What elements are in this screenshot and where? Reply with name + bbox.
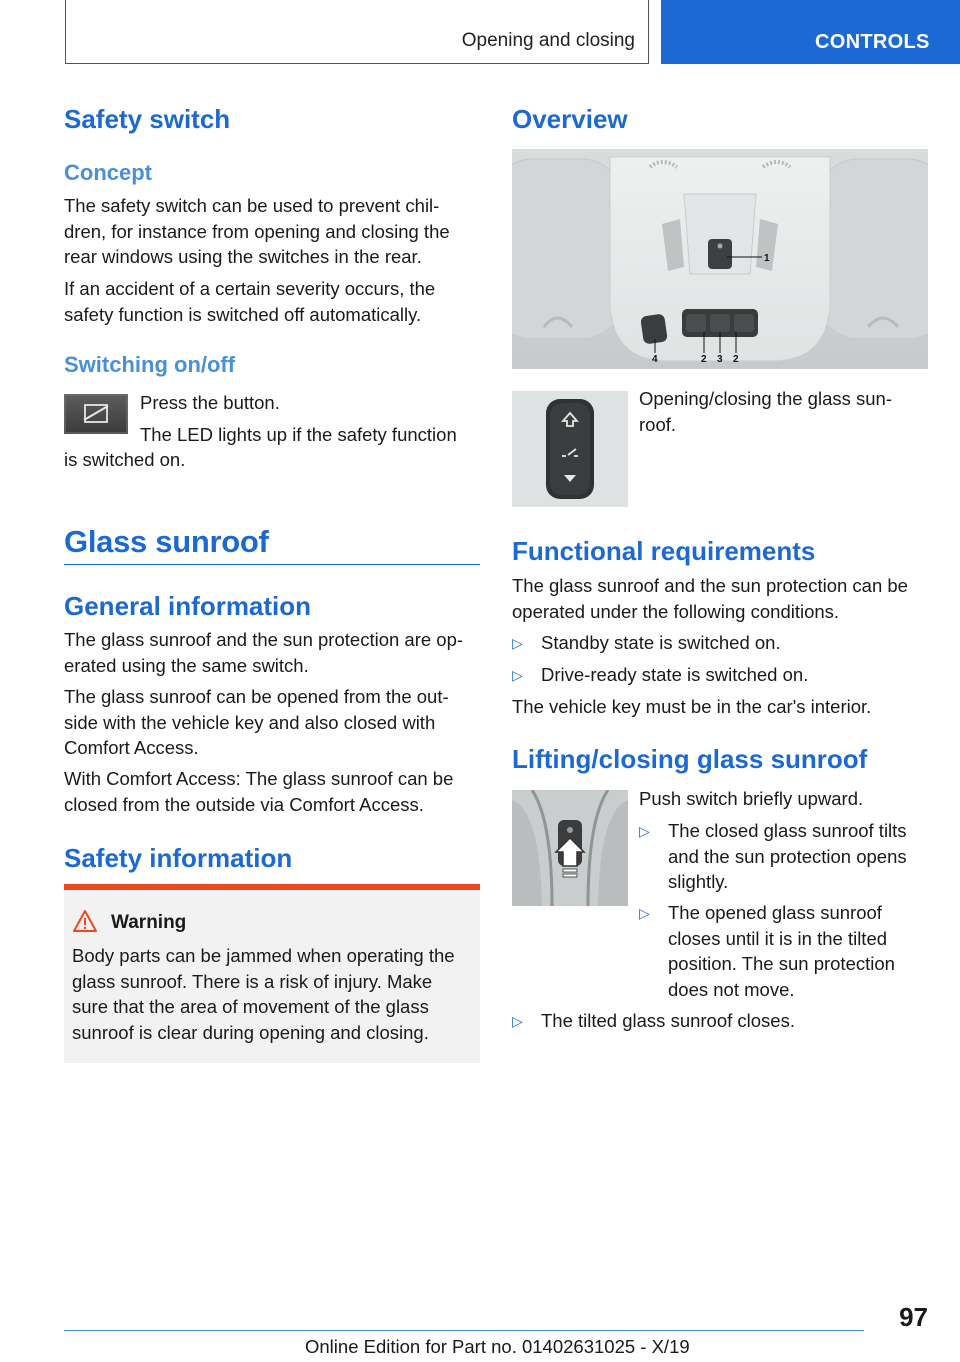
overview-heading: Overview bbox=[512, 104, 628, 134]
safety-switch-button-icon bbox=[64, 394, 128, 434]
push-switch-text: Push switch briefly upward. bbox=[639, 788, 864, 809]
callout-label: 1 bbox=[764, 253, 770, 264]
warning-text: Body parts can be jammed when operating the glass sunroof. There is a risk of injury. Make sure that the area of movement of the glass sunroof is clear during opening and closing. bbox=[72, 945, 455, 1043]
warning-triangle-icon bbox=[72, 909, 98, 938]
led-text-line1: The LED lights up if the safety function bbox=[140, 424, 457, 445]
bullet-triangle-icon: ▷ bbox=[639, 905, 650, 921]
general-info-paragraph-1: The glass sunroof and the sun protection are op- erated using the same switch. bbox=[64, 629, 464, 676]
callout-label: 4 bbox=[652, 354, 658, 365]
page-number: 97 bbox=[899, 1302, 928, 1332]
functional-requirements-text: The glass sunroof and the sun protection can be operated under the following conditions. bbox=[512, 575, 908, 622]
lifting-closing-heading: Lifting/closing glass sunroof bbox=[512, 744, 868, 774]
vehicle-key-text: The vehicle key must be in the car's interior. bbox=[512, 696, 872, 717]
footer-divider bbox=[64, 1330, 864, 1331]
header-section-title: Opening and closing bbox=[461, 30, 635, 51]
bullet-triangle-icon: ▷ bbox=[639, 823, 650, 839]
callout-label: 2 bbox=[733, 354, 739, 365]
functional-requirements-heading: Functional requirements bbox=[512, 536, 816, 566]
callout-label: 2 bbox=[701, 354, 707, 365]
glass-sunroof-heading: Glass sunroof bbox=[64, 524, 269, 559]
sunroof-switch-image bbox=[512, 391, 628, 507]
overhead-console-image bbox=[512, 149, 928, 369]
general-information-heading: General information bbox=[64, 591, 312, 621]
footer-edition: Online Edition for Part no. 01402631025 - X/19 bbox=[305, 1336, 690, 1357]
callout-label: 3 bbox=[717, 354, 723, 365]
glass-sunroof-divider bbox=[64, 564, 480, 565]
general-info-paragraph-2: The glass sunroof can be opened from the out- side with the vehicle key and also closed with Comfort Access. bbox=[64, 686, 449, 758]
concept-paragraph-1: The safety switch can be used to prevent chil- dren, for instance from opening and closing the rear windows using the switches in the rear. bbox=[64, 195, 450, 267]
header-chapter-label: CONTROLS bbox=[815, 31, 930, 53]
switching-heading: Switching on/off bbox=[64, 352, 236, 377]
push-switch-image bbox=[512, 790, 628, 906]
bullet-triangle-icon: ▷ bbox=[512, 635, 523, 651]
concept-paragraph-2: If an accident of a certain severity occurs, the safety function is switched off automatically. bbox=[64, 278, 436, 325]
safety-switch-heading: Safety switch bbox=[64, 104, 231, 134]
bullet-triangle-icon: ▷ bbox=[512, 667, 523, 683]
general-info-paragraph-3: With Comfort Access: The glass sunroof can be closed from the outside via Comfort Access. bbox=[64, 768, 454, 815]
led-text-line2: is switched on. bbox=[64, 449, 186, 470]
warning-title: Warning bbox=[111, 912, 187, 933]
bullet-triangle-icon: ▷ bbox=[512, 1013, 523, 1029]
switch-caption: Opening/closing the glass sun- roof. bbox=[639, 388, 892, 435]
press-button-text: Press the button. bbox=[140, 392, 280, 413]
header-chapter-tab[interactable] bbox=[661, 0, 960, 64]
concept-heading: Concept bbox=[64, 160, 152, 185]
safety-information-heading: Safety information bbox=[64, 843, 293, 873]
